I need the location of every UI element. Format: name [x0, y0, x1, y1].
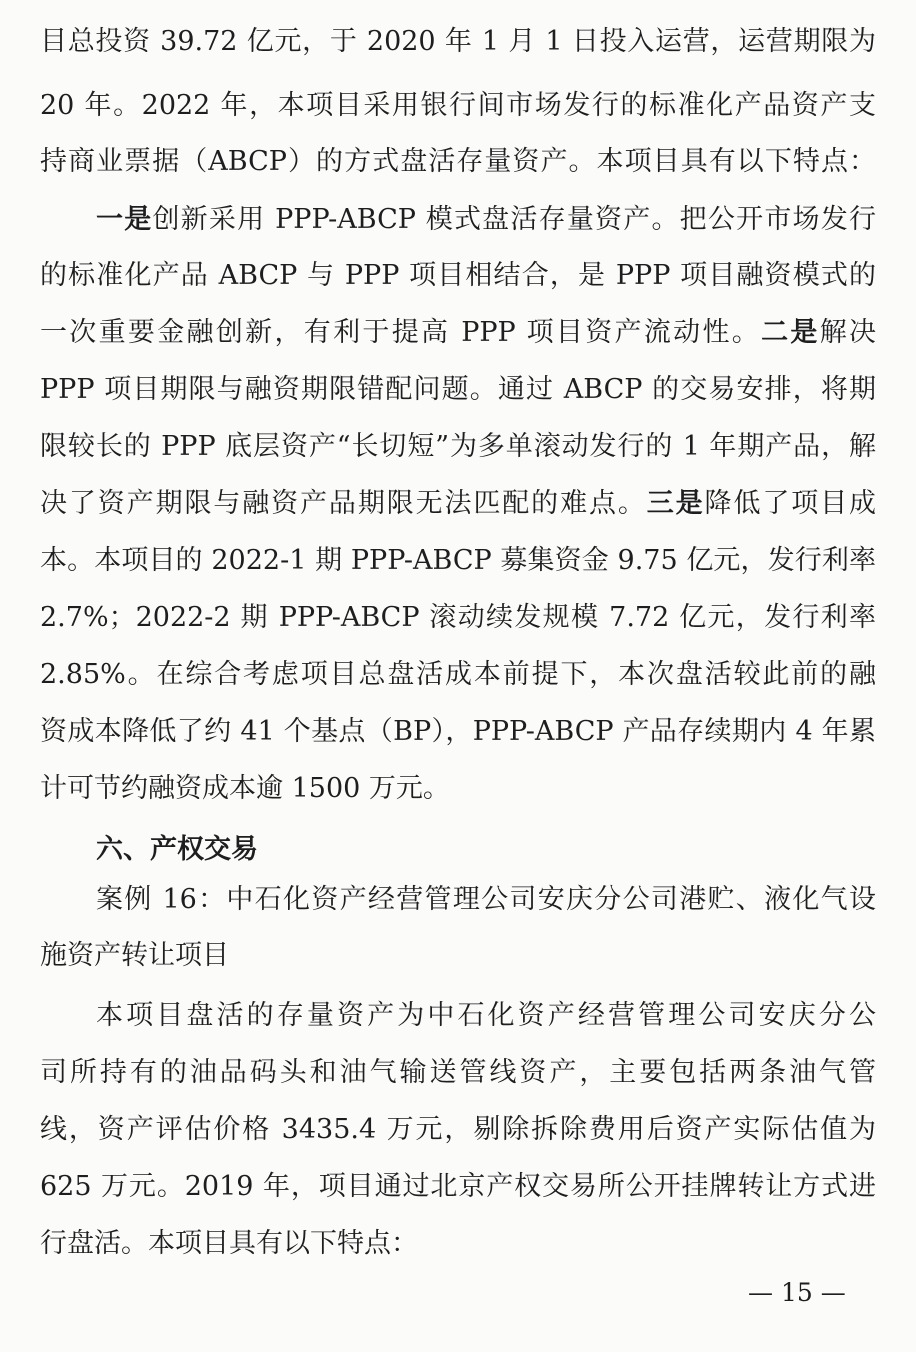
- text-line-4-body: 创新采用 PPP-ABCP 模式盘活存量资产。把公开市场发行: [152, 204, 876, 235]
- text-line-9-tail: 降低了项目成: [704, 488, 876, 519]
- text-line-5: 的标准化产品 ABCP 与 PPP 项目相结合，是 PPP 项目融资模式的: [40, 260, 876, 291]
- text-line-1: 目总投资 39.72 亿元，于 2020 年 1 月 1 日投入运营，运营期限为: [40, 26, 876, 57]
- text-line-10: 本。本项目的 2022-1 期 PPP-ABCP 募集资金 9.75 亿元，发行利率: [40, 545, 876, 576]
- emphasis-second: 二是: [761, 317, 820, 348]
- emphasis-first: 一是: [96, 204, 153, 235]
- text-line-6: [40, 313, 876, 353]
- text-line-18: 625 万元。2019 年，项目通过北京产权交易所公开挂牌转让方式进: [40, 1171, 876, 1202]
- text-line-2: 20 年。2022 年，本项目采用银行间市场发行的标准化产品资产支: [40, 90, 876, 121]
- text-line-9: [40, 484, 876, 524]
- text-line-16: 司所持有的油品码头和油气输送管线资产，主要包括两条油气管: [40, 1057, 876, 1088]
- text-line-9-body: 决了资产期限与融资产品期限无法匹配的难点。: [40, 488, 647, 519]
- text-line-17: 线，资产评估价格 3435.4 万元，剔除拆除费用后资产实际估值为: [40, 1114, 876, 1145]
- emphasis-third: 三是: [646, 488, 705, 519]
- text-line-7: PPP 项目期限与融资期限错配问题。通过 ABCP 的交易安排，将期: [40, 374, 876, 405]
- text-line-13: 资成本降低了约 41 个基点（BP），PPP-ABCP 产品存续期内 4 年累: [40, 716, 876, 747]
- text-line-11: 2.7%；2022-2 期 PPP-ABCP 滚动续发规模 7.72 亿元，发行利率: [40, 602, 876, 633]
- text-line-19: 行盘活。本项目具有以下特点：: [40, 1228, 418, 1259]
- text-line-15: 本项目盘活的存量资产为中石化资产经营管理公司安庆分公: [96, 1000, 876, 1031]
- page-number: — 15 —: [748, 1278, 846, 1307]
- text-line-3: 持商业票据（ABCP）的方式盘活存量资产。本项目具有以下特点：: [40, 146, 876, 177]
- text-line-8: 限较长的 PPP 底层资产“长切短”为多单滚动发行的 1 年期产品，解: [40, 431, 876, 462]
- text-line-14: 计可节约融资成本逾 1500 万元。: [40, 773, 450, 804]
- text-line-6-body: 一次重要金融创新，有利于提高 PPP 项目资产流动性。: [40, 317, 762, 348]
- text-line-4: [96, 200, 876, 240]
- section-heading: 六、产权交易: [96, 834, 258, 865]
- case-title-line-2: 施资产转让项目: [40, 940, 229, 971]
- text-line-12: 2.85%。在综合考虑项目总盘活成本前提下，本次盘活较此前的融: [40, 659, 876, 690]
- case-title-line-1: 案例 16：中石化资产经营管理公司安庆分公司港贮、液化气设: [96, 884, 876, 915]
- text-line-6-tail: 解决: [819, 317, 876, 348]
